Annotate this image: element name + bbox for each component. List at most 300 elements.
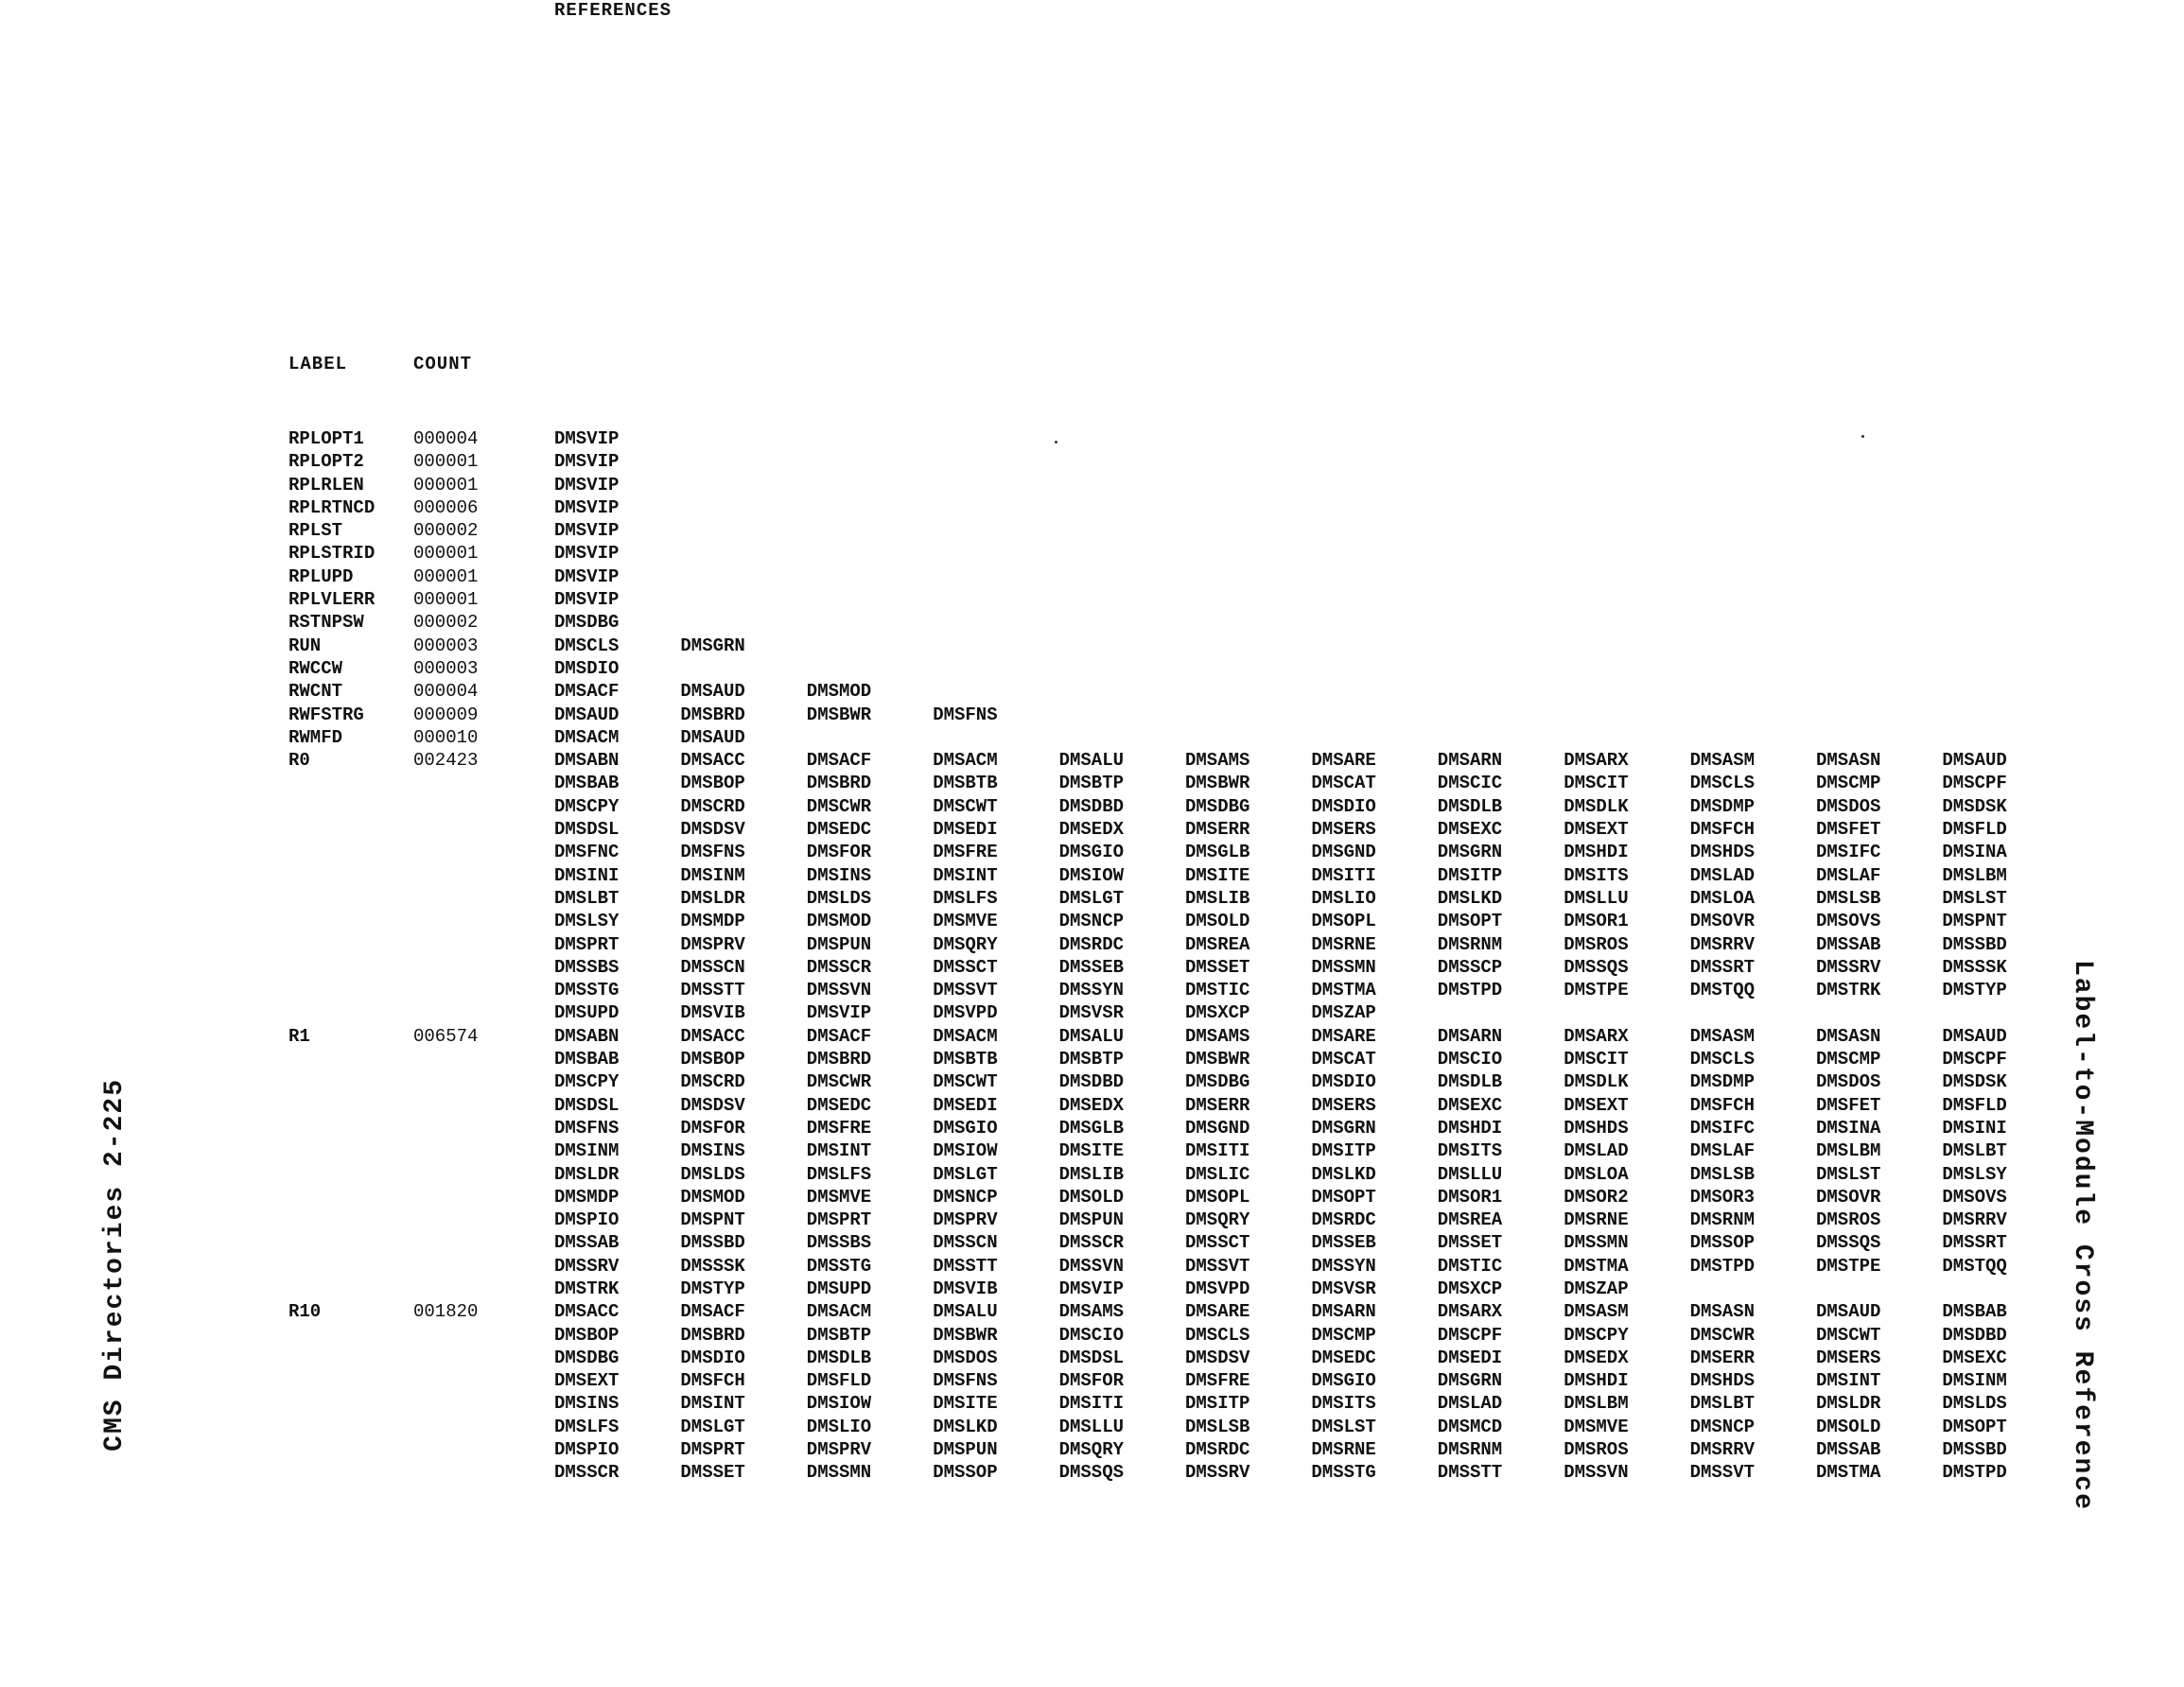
module-reference: DMSEDC xyxy=(1311,1347,1376,1368)
module-reference: DMSEDI xyxy=(933,1094,998,1116)
module-reference: DMSERR xyxy=(1185,1094,1250,1116)
module-reference: DMSLDR xyxy=(554,1163,620,1185)
row-label: R10 xyxy=(288,1301,322,1323)
module-reference: DMSSTT xyxy=(680,980,745,1001)
row-label: RPLOPT1 xyxy=(288,428,364,449)
module-reference: DMSARE xyxy=(1311,1025,1376,1047)
module-reference: DMSTPD xyxy=(1437,980,1503,1001)
module-reference: DMSVIP xyxy=(554,565,620,587)
module-reference: DMSFOR xyxy=(1058,1370,1125,1392)
module-reference: DMSAUD xyxy=(680,726,745,748)
row-count: 000002 xyxy=(413,612,479,634)
module-reference: DMSIFC xyxy=(1689,1117,1756,1139)
module-reference: DMSQRY xyxy=(1185,1209,1250,1231)
module-reference: DMSOR2 xyxy=(1564,1186,1629,1208)
row-label: RPLUPD xyxy=(288,565,354,587)
module-reference: DMSSVT xyxy=(933,980,998,1001)
module-reference: DMSLDS xyxy=(1942,1393,2007,1415)
module-reference: DMSACM xyxy=(554,726,620,748)
module-reference: DMSEXC xyxy=(1437,1094,1503,1116)
row-count: 002423 xyxy=(413,750,479,772)
module-reference: DMSNCP xyxy=(933,1186,998,1208)
module-reference: DMSERS xyxy=(1311,819,1376,841)
table-row xyxy=(288,772,2086,794)
module-reference: DMSOPT xyxy=(1942,1416,2007,1437)
module-reference: DMSCMP xyxy=(1816,1049,1881,1070)
table-row xyxy=(288,565,2086,588)
module-reference: DMSFNS xyxy=(680,842,745,863)
table-row xyxy=(288,1416,2086,1438)
module-reference: DMSBTB xyxy=(933,1049,998,1070)
module-reference: DMSVPD xyxy=(933,1002,998,1024)
table-row xyxy=(288,1231,2086,1254)
module-reference: DMSABN xyxy=(554,750,620,772)
table-row xyxy=(288,1117,2086,1139)
module-reference: DMSSTT xyxy=(933,1255,998,1277)
module-reference: DMSOVS xyxy=(1816,911,1881,932)
table-row xyxy=(288,611,2086,634)
module-reference: DMSCPY xyxy=(1564,1324,1629,1346)
module-reference: DMSALU xyxy=(933,1301,998,1323)
module-reference: DMSOLD xyxy=(1185,911,1250,932)
module-reference: DMSACM xyxy=(806,1301,872,1323)
module-reference: DMSBRD xyxy=(806,1049,872,1070)
module-reference: DMSMDP xyxy=(554,1186,620,1208)
module-reference: DMSEDX xyxy=(1058,1094,1125,1116)
module-reference: DMSNCP xyxy=(1689,1416,1756,1437)
module-reference: DMSRNM xyxy=(1689,1209,1756,1231)
module-reference: DMSCPF xyxy=(1437,1324,1503,1346)
table-row xyxy=(288,1278,2086,1300)
module-reference: DMSSCR xyxy=(1058,1232,1125,1254)
module-reference: DMSZAP xyxy=(1311,1002,1376,1024)
module-reference: DMSLIB xyxy=(1058,1163,1125,1185)
module-reference: DMSALU xyxy=(1058,1025,1125,1047)
table-row xyxy=(288,910,2086,932)
table-row xyxy=(288,1070,2086,1093)
module-reference: DMSDLK xyxy=(1564,795,1629,817)
module-reference: DMSINT xyxy=(1816,1370,1881,1392)
module-reference: DMSCIT xyxy=(1564,773,1629,794)
module-reference: DMSTMA xyxy=(1564,1255,1629,1277)
module-reference: DMSASM xyxy=(1564,1301,1629,1323)
module-reference: DMSLBT xyxy=(1689,1393,1756,1415)
module-reference: DMSASM xyxy=(1689,750,1756,772)
module-reference: DMSSBD xyxy=(1942,1439,2007,1461)
module-reference: DMSFRE xyxy=(933,842,998,863)
table-row xyxy=(288,841,2086,863)
references-column-header: REFERENCES xyxy=(554,0,673,21)
module-reference: DMSTPD xyxy=(1942,1462,2007,1484)
module-reference: DMSSET xyxy=(680,1462,745,1484)
module-reference: DMSDSV xyxy=(1185,1347,1250,1368)
row-count: 000003 xyxy=(413,635,479,656)
row-label: RPLRLEN xyxy=(288,474,364,496)
module-reference: DMSTPE xyxy=(1564,980,1629,1001)
module-reference: DMSSOP xyxy=(933,1462,998,1484)
module-reference: DMSCPF xyxy=(1942,773,2007,794)
module-reference: DMSBOP xyxy=(680,1049,745,1070)
module-reference: DMSLGT xyxy=(1058,887,1125,909)
module-reference: DMSDIO xyxy=(680,1347,745,1368)
module-reference: DMSLBM xyxy=(1942,864,2007,886)
module-reference: DMSSTG xyxy=(1311,1462,1376,1484)
module-reference: DMSBWR xyxy=(1185,773,1250,794)
module-reference: DMSTQQ xyxy=(1689,980,1756,1001)
module-reference: DMSEXT xyxy=(1564,1094,1629,1116)
module-reference: DMSDSV xyxy=(680,1094,745,1116)
module-reference: DMSINS xyxy=(680,1140,745,1162)
module-reference: DMSOPT xyxy=(1311,1186,1376,1208)
module-reference: DMSCPY xyxy=(554,795,620,817)
module-reference: DMSBRD xyxy=(680,1324,745,1346)
module-reference: DMSVSR xyxy=(1311,1278,1376,1299)
table-row xyxy=(288,887,2086,910)
module-reference: DMSHDI xyxy=(1437,1117,1503,1139)
table-row xyxy=(288,680,2086,703)
module-reference: DMSOPT xyxy=(1437,911,1503,932)
module-reference: DMSVIP xyxy=(554,520,620,542)
module-reference: DMSSMN xyxy=(1564,1232,1629,1254)
table-row xyxy=(288,956,2086,979)
module-reference: DMSLDR xyxy=(1816,1393,1881,1415)
module-reference: DMSINT xyxy=(933,864,998,886)
module-reference: DMSCPY xyxy=(554,1071,620,1093)
module-reference: DMSSCP xyxy=(1437,956,1503,978)
module-reference: DMSTIC xyxy=(1437,1255,1503,1277)
module-reference: DMSIOW xyxy=(1058,864,1125,886)
module-reference: DMSEXC xyxy=(1942,1347,2007,1368)
module-reference: DMSLAF xyxy=(1689,1140,1756,1162)
row-count: 000001 xyxy=(413,451,479,473)
module-reference: DMSDSK xyxy=(1942,795,2007,817)
module-reference: DMSITE xyxy=(933,1393,998,1415)
table-row xyxy=(288,496,2086,519)
row-count: 000001 xyxy=(413,565,479,587)
table-row xyxy=(288,704,2086,726)
module-reference: DMSFRE xyxy=(1185,1370,1250,1392)
module-reference: DMSARX xyxy=(1437,1301,1503,1323)
module-reference: DMSLLU xyxy=(1564,887,1629,909)
module-reference: DMSSCN xyxy=(680,956,745,978)
row-count: 000004 xyxy=(413,428,479,449)
module-reference: DMSBTP xyxy=(806,1324,872,1346)
module-reference: DMSLBM xyxy=(1816,1140,1881,1162)
module-reference: DMSOPL xyxy=(1185,1186,1250,1208)
label-column-header: LABEL xyxy=(288,354,348,374)
module-reference: DMSAMS xyxy=(1185,1025,1250,1047)
module-reference: DMSLBM xyxy=(1564,1393,1629,1415)
table-row xyxy=(288,933,2086,956)
module-reference: DMSTMA xyxy=(1311,980,1376,1001)
module-reference: DMSRDC xyxy=(1185,1439,1250,1461)
module-reference: DMSLIB xyxy=(1185,887,1250,909)
row-label: RPLOPT2 xyxy=(288,451,364,473)
module-reference: DMSLDR xyxy=(680,887,745,909)
module-reference: DMSAMS xyxy=(1185,750,1250,772)
module-reference: DMSVSR xyxy=(1058,1002,1125,1024)
table-row xyxy=(288,1438,2086,1461)
module-reference: DMSQRY xyxy=(933,933,998,955)
table-row xyxy=(288,1369,2086,1392)
module-reference: DMSCAT xyxy=(1311,1049,1376,1070)
module-reference: DMSDSK xyxy=(1942,1071,2007,1093)
module-reference: DMSHDS xyxy=(1689,842,1756,863)
module-reference: DMSSQS xyxy=(1816,1232,1881,1254)
module-reference: DMSITE xyxy=(1185,864,1250,886)
table-row xyxy=(288,519,2086,542)
module-reference: DMSFLD xyxy=(806,1370,872,1392)
module-reference: DMSDLB xyxy=(806,1347,872,1368)
row-label: RSTNPSW xyxy=(288,612,364,634)
module-reference: DMSSQS xyxy=(1058,1462,1125,1484)
module-reference: DMSCWT xyxy=(933,795,998,817)
module-reference: DMSERR xyxy=(1689,1347,1756,1368)
module-reference: DMSDOS xyxy=(1816,795,1881,817)
module-reference: DMSSTG xyxy=(806,1255,872,1277)
module-reference: DMSMVE xyxy=(1564,1416,1629,1437)
module-reference: DMSARN xyxy=(1311,1301,1376,1323)
module-reference: DMSINM xyxy=(1942,1370,2007,1392)
module-reference: DMSBAB xyxy=(1942,1301,2007,1323)
module-reference: DMSAUD xyxy=(1942,750,2007,772)
module-reference: DMSCLS xyxy=(1689,773,1756,794)
module-reference: DMSSMN xyxy=(1311,956,1376,978)
module-reference: DMSDMP xyxy=(1689,795,1756,817)
module-reference: DMSBWR xyxy=(806,704,872,725)
module-reference: DMSINM xyxy=(680,864,745,886)
module-reference: DMSPRT xyxy=(806,1209,872,1231)
module-reference: DMSSSK xyxy=(1942,956,2007,978)
module-reference: DMSSEB xyxy=(1311,1232,1376,1254)
module-reference: DMSLIC xyxy=(1185,1163,1250,1185)
row-count: 000006 xyxy=(413,496,479,518)
module-reference: DMSDOS xyxy=(933,1347,998,1368)
row-count: 006574 xyxy=(413,1025,479,1047)
table-row xyxy=(288,450,2086,473)
module-reference: DMSACF xyxy=(554,681,620,703)
module-reference: DMSFNS xyxy=(933,1370,998,1392)
module-reference: DMSLFS xyxy=(806,1163,872,1185)
module-reference: DMSSCT xyxy=(933,956,998,978)
module-reference: DMSSRV xyxy=(1816,956,1881,978)
module-reference: DMSSEB xyxy=(1058,956,1125,978)
module-reference: DMSRNM xyxy=(1437,933,1503,955)
module-reference: DMSSBD xyxy=(680,1232,745,1254)
module-reference: DMSMVE xyxy=(933,911,998,932)
module-reference: DMSROS xyxy=(1564,933,1629,955)
module-reference: DMSRRV xyxy=(1689,1439,1756,1461)
module-reference: DMSOPL xyxy=(1311,911,1376,932)
module-reference: DMSARX xyxy=(1564,1025,1629,1047)
module-reference: DMSASM xyxy=(1689,1025,1756,1047)
module-reference: DMSSRV xyxy=(1185,1462,1250,1484)
module-reference: DMSITS xyxy=(1437,1140,1503,1162)
module-reference: DMSEXT xyxy=(1564,819,1629,841)
module-reference: DMSXCP xyxy=(1437,1278,1503,1299)
module-reference: DMSSYN xyxy=(1311,1255,1376,1277)
module-reference: DMSVIP xyxy=(554,474,620,496)
module-reference: DMSBOP xyxy=(554,1324,620,1346)
module-reference: DMSLST xyxy=(1942,887,2007,909)
module-reference: DMSLLU xyxy=(1437,1163,1503,1185)
module-reference: DMSARX xyxy=(1564,750,1629,772)
module-reference: DMSLAF xyxy=(1816,864,1881,886)
module-reference: DMSCLS xyxy=(1689,1049,1756,1070)
page-footer-title: CMS Directories 2-225 xyxy=(100,1078,130,1452)
row-label: RUN xyxy=(288,635,322,656)
module-reference: DMSLDS xyxy=(806,887,872,909)
module-reference: DMSTMA xyxy=(1816,1462,1881,1484)
module-reference: DMSRDC xyxy=(1311,1209,1376,1231)
module-reference: DMSDLB xyxy=(1437,1071,1503,1093)
module-reference: DMSACC xyxy=(680,1025,745,1047)
module-reference: DMSCAT xyxy=(1311,773,1376,794)
module-reference: DMSFLD xyxy=(1942,819,2007,841)
module-reference: DMSINT xyxy=(680,1393,745,1415)
module-reference: DMSITE xyxy=(1058,1140,1125,1162)
module-reference: DMSPRV xyxy=(680,933,745,955)
module-reference: DMSHDI xyxy=(1564,1370,1629,1392)
table-row xyxy=(288,542,2086,565)
module-reference: DMSEDI xyxy=(933,819,998,841)
module-reference: DMSBTB xyxy=(933,773,998,794)
module-reference: DMSUPD xyxy=(806,1278,872,1299)
module-reference: DMSIFC xyxy=(1816,842,1881,863)
module-reference: DMSRNE xyxy=(1564,1209,1629,1231)
module-reference: DMSFNC xyxy=(554,842,620,863)
module-reference: DMSSOP xyxy=(1689,1232,1756,1254)
module-reference: DMSCRD xyxy=(680,1071,745,1093)
row-label: RPLST xyxy=(288,520,343,542)
module-reference: DMSITP xyxy=(1311,1140,1376,1162)
table-row xyxy=(288,635,2086,657)
module-reference: DMSRNE xyxy=(1311,1439,1376,1461)
module-reference: DMSAUD xyxy=(680,681,745,703)
module-reference: DMSLAD xyxy=(1564,1140,1629,1162)
section-title: Label-to-Module Cross Reference xyxy=(2068,960,2097,1511)
row-count: 000001 xyxy=(413,474,479,496)
module-reference: DMSACF xyxy=(806,750,872,772)
module-reference: DMSINI xyxy=(1942,1117,2007,1139)
module-reference: DMSGLB xyxy=(1058,1117,1125,1139)
row-count: 000002 xyxy=(413,520,479,542)
module-reference: DMSZAP xyxy=(1564,1278,1629,1299)
module-reference: DMSDSL xyxy=(554,819,620,841)
module-reference: DMSARE xyxy=(1311,750,1376,772)
row-label: RWCCW xyxy=(288,657,343,679)
module-reference: DMSGND xyxy=(1185,1117,1250,1139)
table-row xyxy=(288,795,2086,818)
module-reference: DMSACC xyxy=(680,750,745,772)
module-reference: DMSMOD xyxy=(806,681,872,703)
module-reference: DMSOR1 xyxy=(1437,1186,1503,1208)
table-row xyxy=(288,979,2086,1001)
table-row xyxy=(288,1209,2086,1231)
module-reference: DMSSET xyxy=(1185,956,1250,978)
module-reference: DMSOR3 xyxy=(1689,1186,1756,1208)
module-reference: DMSINI xyxy=(554,864,620,886)
module-reference: DMSFLD xyxy=(1942,1094,2007,1116)
module-reference: DMSCWR xyxy=(806,795,872,817)
module-reference: DMSITP xyxy=(1185,1393,1250,1415)
module-reference: DMSARN xyxy=(1437,750,1503,772)
module-reference: DMSDIO xyxy=(554,657,620,679)
module-reference: DMSACC xyxy=(554,1301,620,1323)
module-reference: DMSQRY xyxy=(1058,1439,1125,1461)
module-reference: DMSDIO xyxy=(1311,1071,1376,1093)
module-reference: DMSVIP xyxy=(554,451,620,473)
row-count: 000001 xyxy=(413,543,479,565)
table-row xyxy=(288,1048,2086,1070)
module-reference: DMSTIC xyxy=(1185,980,1250,1001)
module-reference: DMSDLB xyxy=(1437,795,1503,817)
module-reference: DMSCIT xyxy=(1564,1049,1629,1070)
module-reference: DMSDBD xyxy=(1058,795,1125,817)
module-reference: DMSINS xyxy=(806,864,872,886)
module-reference: DMSCRD xyxy=(680,795,745,817)
module-reference: DMSFCH xyxy=(1689,1094,1756,1116)
module-reference: DMSDBD xyxy=(1942,1324,2007,1346)
module-reference: DMSDSV xyxy=(680,819,745,841)
module-reference: DMSLFS xyxy=(554,1416,620,1437)
module-reference: DMSFOR xyxy=(806,842,872,863)
module-reference: DMSVIP xyxy=(554,496,620,518)
module-reference: DMSOVR xyxy=(1689,911,1756,932)
module-reference: DMSUPD xyxy=(554,1002,620,1024)
module-reference: DMSOR1 xyxy=(1564,911,1629,932)
row-label: RWCNT xyxy=(288,681,343,703)
module-reference: DMSSVT xyxy=(1689,1462,1756,1484)
row-label: RWMFD xyxy=(288,726,343,748)
module-reference: DMSLIO xyxy=(1311,887,1376,909)
module-reference: DMSROS xyxy=(1564,1439,1629,1461)
module-reference: DMSSRV xyxy=(554,1255,620,1277)
module-reference: DMSLSB xyxy=(1185,1416,1250,1437)
module-reference: DMSDSL xyxy=(554,1094,620,1116)
table-row xyxy=(288,1461,2086,1484)
module-reference: DMSASN xyxy=(1816,1025,1881,1047)
row-count: 000003 xyxy=(413,657,479,679)
module-reference: DMSRRV xyxy=(1689,933,1756,955)
module-reference: DMSMOD xyxy=(806,911,872,932)
module-reference: DMSINS xyxy=(554,1393,620,1415)
module-reference: DMSLSB xyxy=(1689,1163,1756,1185)
cross-reference-table xyxy=(288,427,2086,1485)
module-reference: DMSITI xyxy=(1311,864,1376,886)
module-reference: DMSVIP xyxy=(806,1002,872,1024)
module-reference: DMSGLB xyxy=(1185,842,1250,863)
module-reference: DMSTQQ xyxy=(1942,1255,2007,1277)
module-reference: DMSTPE xyxy=(1816,1255,1881,1277)
module-reference: DMSBRD xyxy=(680,704,745,725)
module-reference: DMSLOA xyxy=(1564,1163,1629,1185)
module-reference: DMSCWR xyxy=(1689,1324,1756,1346)
module-reference: DMSVIP xyxy=(1058,1278,1125,1299)
table-row xyxy=(288,1094,2086,1117)
module-reference: DMSVIB xyxy=(680,1002,745,1024)
module-reference: DMSDLK xyxy=(1564,1071,1629,1093)
module-reference: DMSARE xyxy=(1185,1301,1250,1323)
module-reference: DMSSMN xyxy=(806,1462,872,1484)
module-reference: DMSBTP xyxy=(1058,773,1125,794)
module-reference: DMSASN xyxy=(1689,1301,1756,1323)
module-reference: DMSPIO xyxy=(554,1209,620,1231)
scan-speck xyxy=(1861,435,1864,438)
module-reference: DMSLKD xyxy=(1311,1163,1376,1185)
module-reference: DMSEDX xyxy=(1564,1347,1629,1368)
module-reference: DMSBWR xyxy=(1185,1049,1250,1070)
